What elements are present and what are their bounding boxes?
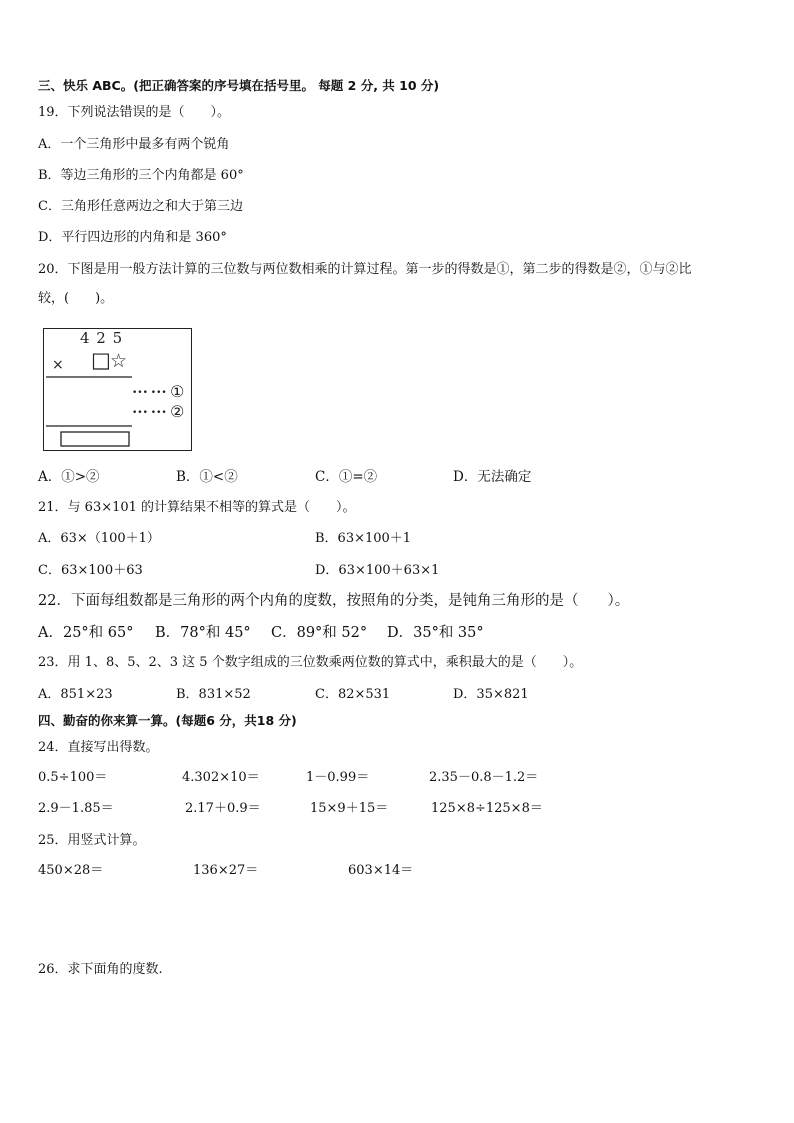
q19-option-d: D．平行四边形的内角和是 360° xyxy=(38,230,227,245)
q22-option-c: C．89°和 52° xyxy=(271,625,368,641)
q25-item-1: 450×28＝ xyxy=(38,863,104,878)
q21-option-a: A．63×（100＋1） xyxy=(38,531,160,546)
q19-option-a: A．一个三角形中最多有两个锐角 xyxy=(38,137,230,152)
figure-dots-1: ••• ••• xyxy=(132,388,167,398)
q19-option-c: C．三角形任意两边之和大于第三边 xyxy=(38,199,243,214)
q22-option-d: D．35°和 35° xyxy=(387,625,484,641)
q20-option-c: C．①=② xyxy=(315,469,378,485)
q23-option-c: C．82×531 xyxy=(315,687,391,702)
figure-mark-2: ② xyxy=(170,402,185,421)
q22-stem: 22．下面每组数都是三角形的两个内角的度数，按照角的分类，是钝角三角形的是（ ）。 xyxy=(38,593,630,609)
q22-option-b: B．78°和 45° xyxy=(155,625,251,641)
q19-option-b: B．等边三角形的三个内角都是 60° xyxy=(38,168,244,183)
figure-times-sign: × xyxy=(52,357,64,373)
section-4-title: 四、勤奋的你来算一算。(每题6 分，共18 分) xyxy=(38,713,297,728)
q24-item-5: 2.9－1.85＝ xyxy=(38,801,114,816)
q20-stem-line1: 20．下图是用一般方法计算的三位数与两位数相乘的计算过程。第一步的得数是①，第二步的得数是②，①与②比 xyxy=(38,262,692,277)
q24-item-7: 15×9＋15＝ xyxy=(310,801,389,816)
multiplication-figure-drawing xyxy=(44,329,193,452)
q25-item-3: 603×14＝ xyxy=(348,863,414,878)
q23-option-b: B．831×52 xyxy=(176,687,251,702)
figure-multiplicand: 4 2 5 xyxy=(80,329,124,347)
figure-result-box xyxy=(61,432,129,446)
q24-item-2: 4.302×10＝ xyxy=(182,770,260,785)
q23-option-d: D．35×821 xyxy=(453,687,529,702)
q24-stem: 24．直接写出得数。 xyxy=(38,740,159,755)
figure-square-symbol: □ xyxy=(91,348,111,372)
section-3-title: 三、快乐 ABC。(把正确答案的序号填在括号里。 每题 2 分, 共 10 分) xyxy=(38,78,440,93)
q23-option-a: A．851×23 xyxy=(38,687,113,702)
q24-item-3: 1－0.99＝ xyxy=(306,770,370,785)
q21-option-d: D．63×100＋63×1 xyxy=(315,563,440,578)
q23-stem: 23．用 1、8、5、2、3 这 5 个数字组成的三位数乘两位数的算式中，乘积最大的是（ ）。 xyxy=(38,655,583,670)
q20-option-d: D．无法确定 xyxy=(453,469,532,485)
q24-item-4: 2.35－0.8－1.2＝ xyxy=(429,770,539,785)
q22-option-a: A．25°和 65° xyxy=(38,625,134,641)
q20-option-a: A．①>② xyxy=(38,469,100,485)
q19-stem: 19．下列说法错误的是（ ）。 xyxy=(38,105,231,120)
q21-option-c: C．63×100＋63 xyxy=(38,563,143,578)
q24-item-1: 0.5÷100＝ xyxy=(38,770,108,785)
q20-option-b: B．①<② xyxy=(176,469,238,485)
q21-option-b: B．63×100＋1 xyxy=(315,531,412,546)
q21-stem: 21．与 63×101 的计算结果不相等的算式是（ ）。 xyxy=(38,500,356,515)
figure-star-symbol: ☆ xyxy=(110,350,128,372)
figure-dots-2: ••• ••• xyxy=(132,408,167,418)
q25-stem: 25．用竖式计算。 xyxy=(38,833,146,848)
q26-stem: 26．求下面角的度数. xyxy=(38,962,163,977)
q24-item-8: 125×8÷125×8＝ xyxy=(431,801,543,816)
q24-item-6: 2.17＋0.9＝ xyxy=(185,801,261,816)
q20-stem-line2: 较，( )。 xyxy=(38,291,114,306)
figure-mark-1: ① xyxy=(170,382,185,401)
q25-item-2: 136×27＝ xyxy=(193,863,259,878)
multiplication-figure xyxy=(43,328,192,451)
